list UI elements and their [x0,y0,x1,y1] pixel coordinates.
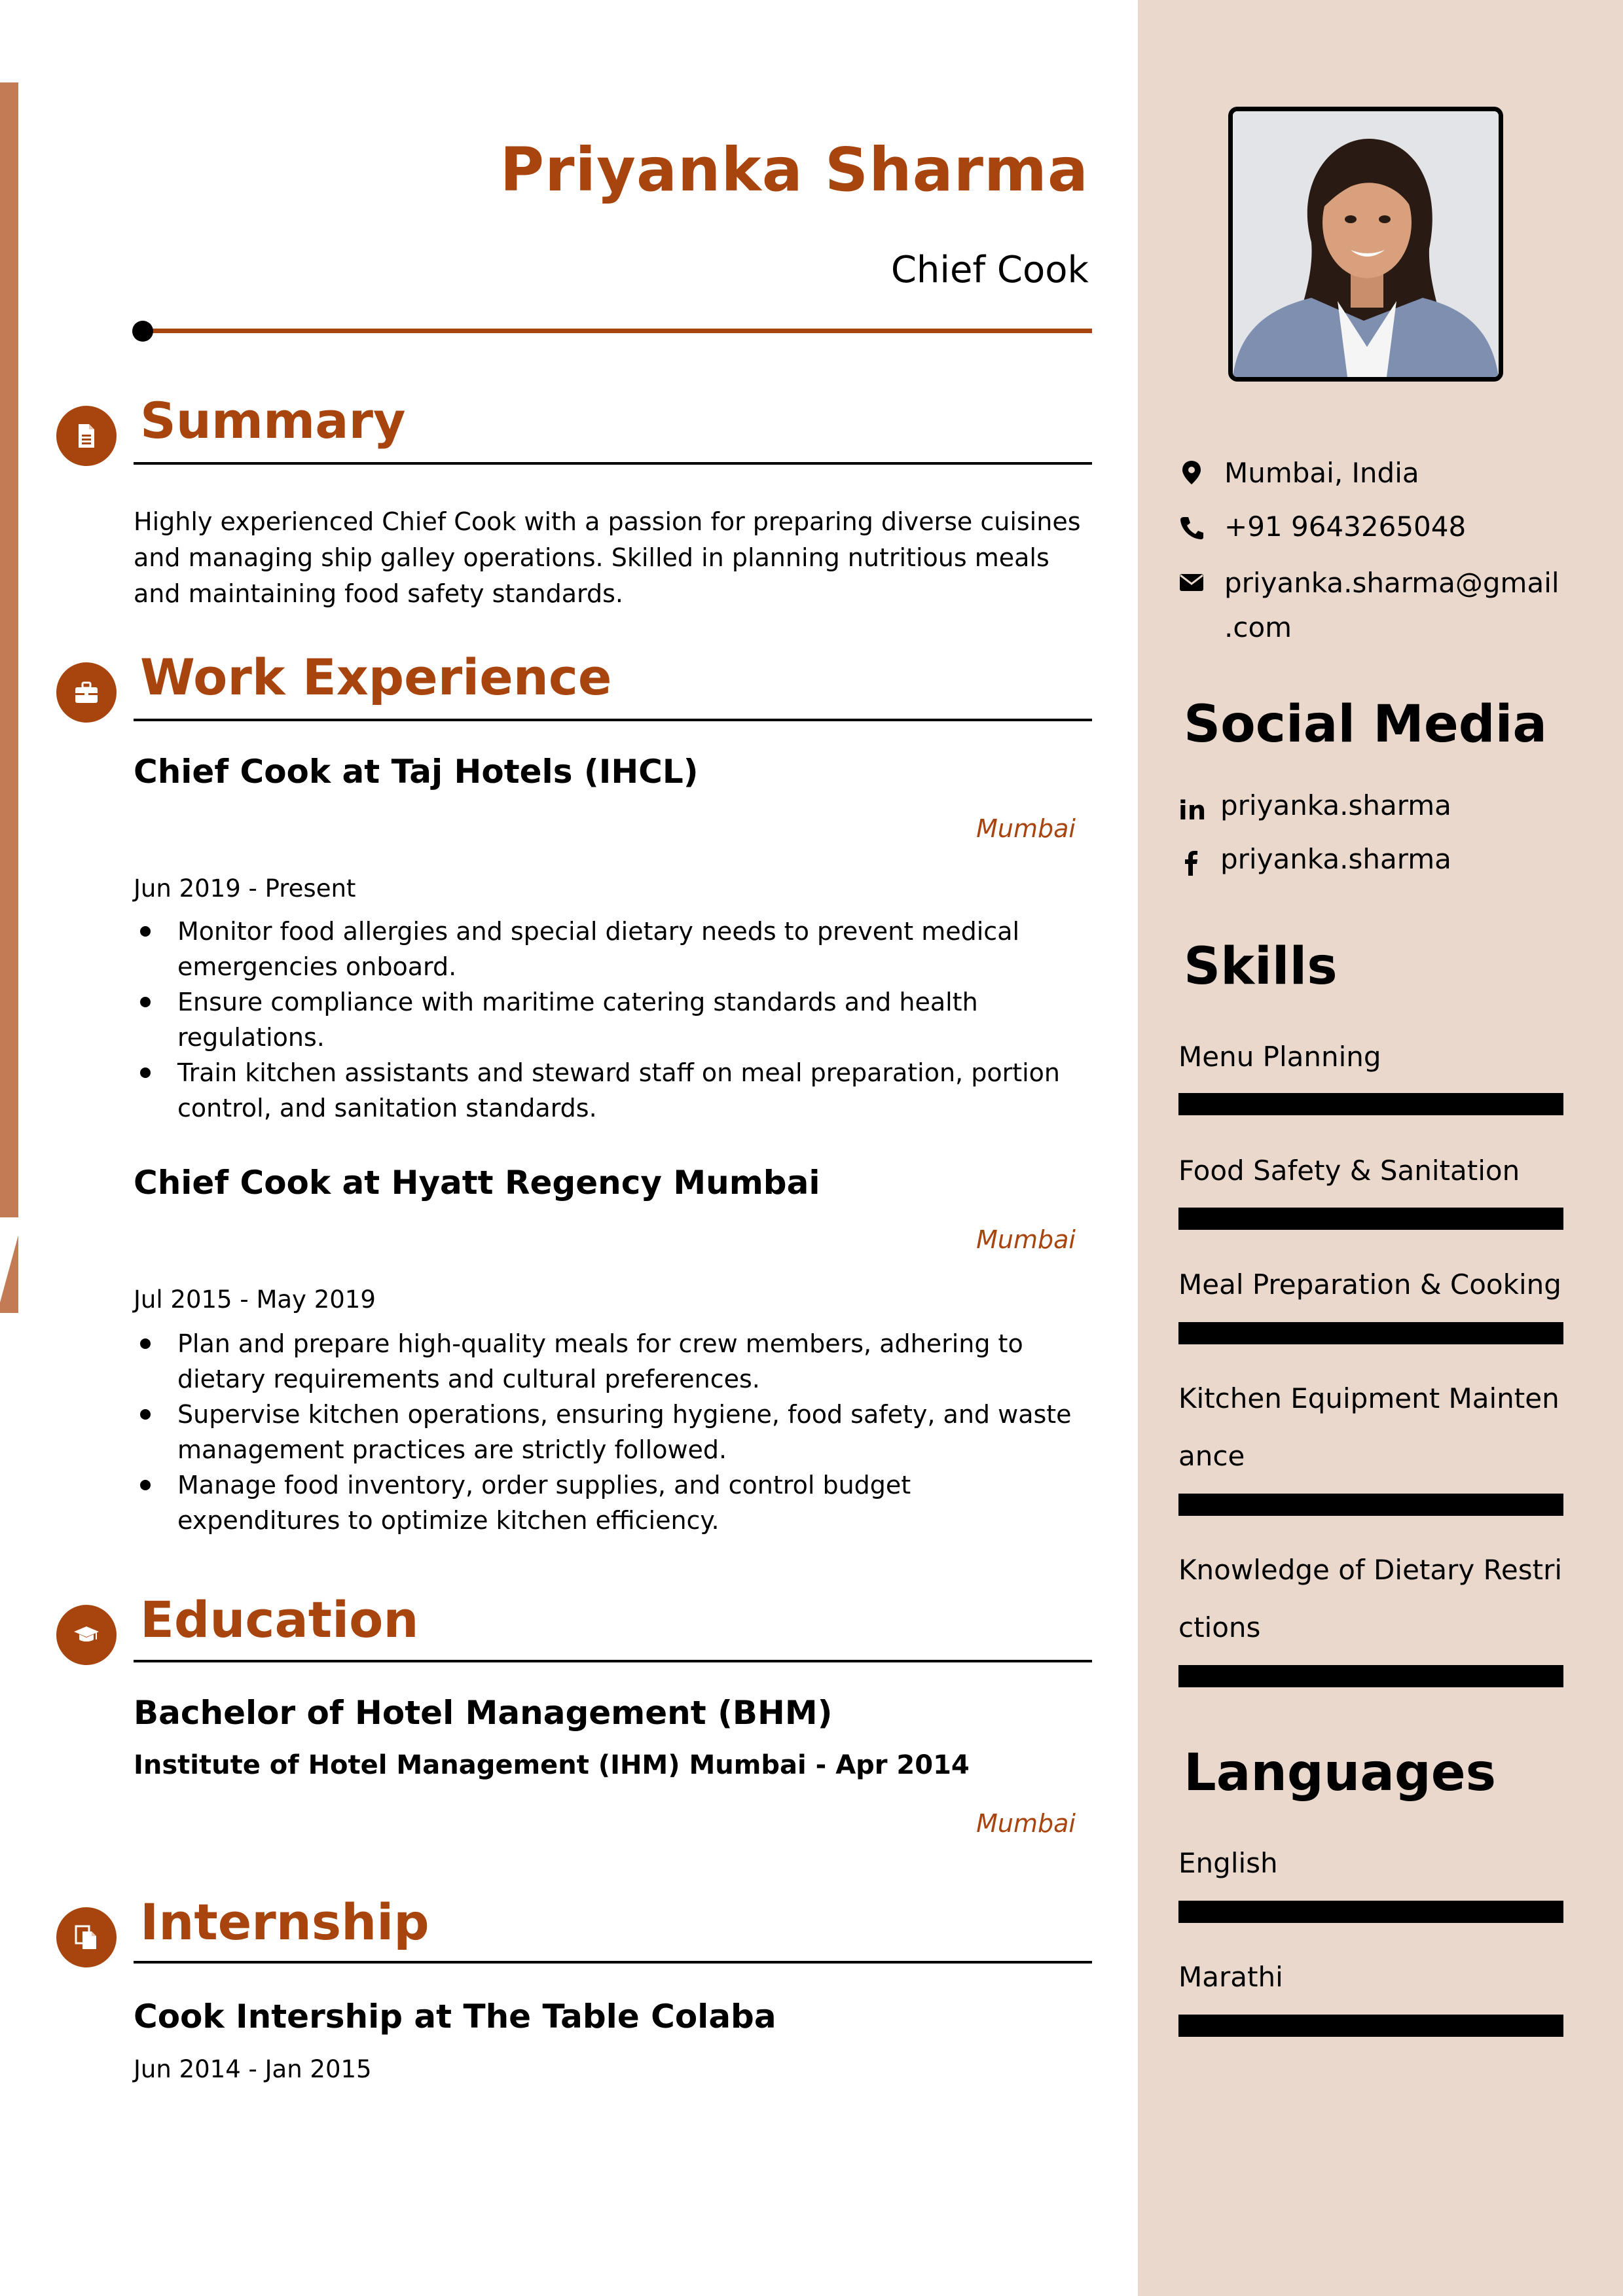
contact-location: Mumbai, India [1224,457,1419,489]
job-bullet: Manage food inventory, order supplies, and control budget expenditures to optimize kitchen efficiency. [134,1467,1076,1538]
skill-bar [1178,1665,1563,1687]
briefcase-icon [56,662,117,723]
job-bullet: Plan and prepare high-quality meals for crew members, adhering to dietary requirements and cultural preferences. [134,1326,1076,1397]
document-icon [56,406,117,466]
profile-photo [1228,107,1503,382]
job-bullet: Supervise kitchen operations, ensuring hygiene, food safety, and waste management practices are strictly followed. [134,1397,1076,1467]
work-heading: Work Experience [140,648,612,706]
contact-email[interactable]: priyanka.sharma@gmail [1224,567,1559,599]
institution: Institute of Hotel Management (IHM) Mumbai - Apr 2014 [134,1750,970,1780]
job-title: Chief Cook at Taj Hotels (IHCL) [134,753,699,791]
candidate-title: Chief Cook [890,249,1089,291]
phone-icon [1178,514,1205,541]
skill-bar [1178,1208,1563,1230]
envelope-icon [1178,569,1205,596]
job-bullet: Monitor food allergies and special dietary needs to prevent medical emergencies onboard. [134,914,1076,984]
summary-rule [134,462,1092,465]
languages-heading: Languages [1184,1744,1497,1803]
skill-label: Knowledge of Dietary Restri [1178,1554,1563,1586]
header-divider-dot [132,321,153,342]
header-divider [144,329,1092,333]
internship-dates: Jun 2014 - Jan 2015 [134,2055,372,2083]
contact-email-continued[interactable]: .com [1224,611,1292,643]
job-bullet: Ensure compliance with maritime catering standards and health regulations. [134,984,1076,1055]
language-label: English [1178,1847,1278,1879]
skill-bar [1178,1093,1563,1115]
language-bar [1178,2015,1563,2037]
skill-bar [1178,1322,1563,1344]
job-dates: Jun 2019 - Present [134,874,356,903]
skill-label-continued: ctions [1178,1611,1261,1643]
contact-phone: +91 9643265048 [1224,511,1467,543]
job-bullets [134,1326,1076,1538]
graduation-cap-icon [56,1605,117,1665]
language-label: Marathi [1178,1961,1283,1993]
social-linkedin[interactable]: priyanka.sharma [1220,789,1451,821]
job-dates: Jul 2015 - May 2019 [134,1285,376,1314]
left-accent-bar-tip [0,1217,20,1302]
map-pin-icon [1178,459,1205,486]
left-accent-bar [0,82,18,1313]
skill-label: Menu Planning [1178,1041,1381,1073]
candidate-name: Priyanka Sharma [500,135,1089,205]
facebook-icon [1178,850,1205,876]
work-rule [134,719,1092,721]
social-facebook[interactable]: priyanka.sharma [1220,843,1451,875]
summary-text: Highly experienced Chief Cook with a passion for preparing diverse cuisines and managing ship galley operations. Skilled in planning nutritious meals and maintaining food safety standards. [134,507,1081,608]
job-location: Mumbai [976,814,1076,843]
skill-label: Kitchen Equipment Mainten [1178,1382,1559,1414]
job-location: Mumbai [976,1225,1076,1254]
internship-title: Cook Intership at The Table Colaba [134,1998,776,2036]
skill-label: Meal Preparation & Cooking [1178,1268,1561,1300]
skill-label: Food Safety & Sanitation [1178,1155,1520,1187]
internship-heading: Internship [140,1893,429,1951]
internship-rule [134,1961,1092,1964]
job-title: Chief Cook at Hyatt Regency Mumbai [134,1164,820,1202]
language-bar [1178,1901,1563,1923]
job-bullets [134,914,1076,1126]
degree: Bachelor of Hotel Management (BHM) [134,1694,833,1732]
copy-document-icon [56,1907,117,1967]
job-bullet: Train kitchen assistants and steward staff on meal preparation, portion control, and sanitation standards. [134,1055,1076,1126]
social-heading: Social Media [1184,695,1547,754]
skill-label-continued: ance [1178,1440,1245,1472]
linkedin-icon: in [1178,796,1207,826]
education-location: Mumbai [976,1809,1076,1838]
education-rule [134,1660,1092,1662]
education-heading: Education [140,1590,419,1649]
summary-heading: Summary [140,391,406,450]
skill-bar [1178,1494,1563,1516]
skills-heading: Skills [1184,937,1338,996]
